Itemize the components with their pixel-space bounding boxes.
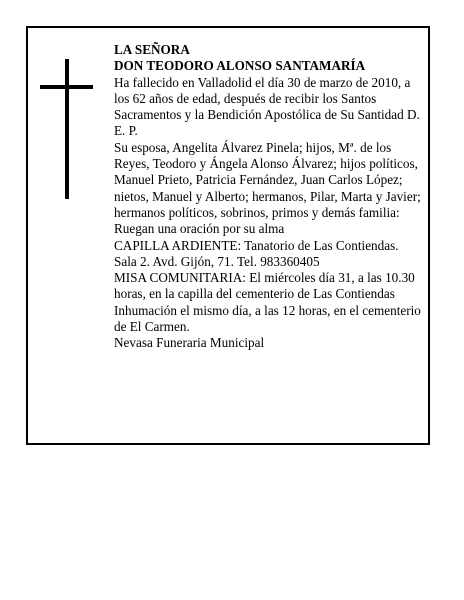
prayer-request: Ruegan una oración por su alma xyxy=(114,221,285,237)
notice-title: LA SEÑORA xyxy=(114,42,190,57)
burial-info: Inhumación el mismo día, a las 12 horas, en el cementerio de El Carmen. xyxy=(114,302,421,335)
cross-vertical-bar xyxy=(65,59,69,199)
cross-horizontal-bar xyxy=(40,85,93,89)
deceased-name: DON TEODORO ALONSO SANTAMARÍA xyxy=(114,58,366,74)
mass-info: MISA COMUNITARIA: El miércoles día 31, a las 10.30 horas, en la capilla del cementerio de Las Contiendas xyxy=(114,270,415,302)
funeral-chapel-info: CAPILLA ARDIENTE: Tanatorio de Las Contiendas. Sala 2. Avd. Gijón, 71. Tel. 983360405 xyxy=(114,237,399,269)
notice-text xyxy=(114,42,424,352)
funeral-home: Nevasa Funeraria Municipal xyxy=(114,335,265,351)
death-announcement: Ha fallecido en Valladolid el día 30 de marzo de 2010, a los 62 años de edad, después de recibir los Santos Sacramentos y la Bendición Apostólica de Su Santidad D. E. P. xyxy=(114,74,420,139)
family-list: Su esposa, Angelita Álvarez Pinela; hijos, Mª. de los Reyes, Teodoro y Ángela Alonso Álvarez; hijos políticos, Manuel Prieto, Patricia Fernández, Juan Carlos López; nietos, Manuel y Alberto; hermanos, Pilar, Marta y Javier; hermanos políticos, sobrinos, primos y demás familia: xyxy=(114,139,421,220)
death-notice xyxy=(26,26,430,445)
